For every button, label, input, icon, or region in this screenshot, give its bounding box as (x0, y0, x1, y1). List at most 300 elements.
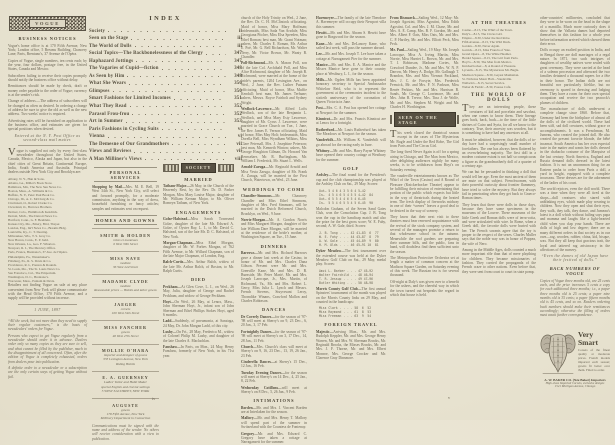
section-header: MARRIED (184, 176, 213, 182)
ad-line: 333 Lexington Avenue, New York (103, 357, 148, 362)
italic-section-header: BACK NUMBERS OF VOGUE (549, 266, 601, 277)
score-row: W. E. Fahy . . . 44 43—87 8 79 (319, 234, 379, 239)
news-entry: Wednesday Cotillons—will meet at Sherry's on 8 Dec., 5, 26 Jan., 9 Feb. (241, 385, 307, 394)
ad-line: Reasonable prices — Habits and tailor gowns (94, 288, 157, 293)
index-entry-page: vi (237, 126, 242, 132)
corset-illustration (540, 330, 576, 376)
article-opening: Vogue is supplied not only by every first-class newsdealer throughout the United States, Canada, Mexico, Alaska and Japan, but also in the chief cities of Great Britain, Continental Europe, India, South America and Australia. Principal dealers outside New York City and Brooklyn are: (8, 146, 87, 175)
paragraph: The long-lived Never Again is off for a spring airing in Chicago, and The Man from Mexico, after delighting audiences nightly for many weeks, is to be withdrawn from Hoyt's on Saturday evening. (390, 150, 459, 172)
index-entry-page: vii (236, 141, 242, 147)
dot-leader (174, 99, 226, 100)
entry-lead: Rutherfurd— (316, 127, 338, 132)
ad-line: 36 West 22d Street (112, 264, 139, 269)
ad-tagline: High-class Imported Corsets, exclusive designs (545, 380, 605, 385)
dot-leader (135, 46, 226, 47)
line-list (462, 28, 536, 89)
list-line: Weber & Fields'—8.30, Pousse Café. (462, 84, 512, 89)
line-list (8, 177, 87, 283)
page-number-right: v (448, 395, 451, 400)
ad-line: gowns (121, 329, 130, 334)
news-entry: Havemeyer—The family of the late Theodore A. Havemeyer will occupy their Newport villa this summer. (316, 16, 386, 29)
index-entry-title: What She Wears (89, 81, 127, 87)
entry-lead: Manice— (316, 63, 332, 68)
entry-lead: Kane— (316, 41, 329, 46)
list-line: Newport, R. I., The Mercury Office. (8, 246, 56, 251)
news-entry: Gregory—Mr. and Mrs. Edward C. Gregory have taken a cottage at Narragansett for the summer. (241, 431, 307, 445)
ad-name: AUGUSTE (112, 402, 139, 408)
ad-name: MISS FANCHER (104, 324, 147, 330)
news-entry: Whitney—Mr. and Mrs. Harry Payne Whitney have opened their country cottage at Westbury for the summer. (316, 148, 386, 162)
list-line: Empire—8.30, Under the Red Robe. (462, 35, 511, 40)
classified-ad (92, 320, 159, 341)
list-line: Pittsburg, Pa., R. S. Davis & Co. (8, 258, 52, 263)
ad-upper (540, 330, 610, 376)
list-line: Denver, Colo., Hamilton & Kendrick. (8, 209, 58, 214)
italic-paragraph: Persons who expect to get Vogue regularly from a newsdealer should order it in advance. Dealers order only so many copies as they are sure to sell, and what cannot be filled by the publisher, much to the disappointment of all concerned. Often, after the edition of Vogue is completely exhausted, orders from dealers pour into publication. (8, 333, 87, 364)
divider (18, 315, 77, 316)
entry-lead: Whitney— (316, 148, 334, 153)
entry-lead: Morgan-Chapman— (163, 241, 197, 246)
paragraph: Subscribers failing to receive their copies promptly should notify the business office without delay. (8, 73, 87, 82)
section-header: PERSONAL SERVICES (94, 167, 157, 182)
news-entry: De Coverly Dances—for the season of '97-'98 will meet at Sherry's on 9, 23 Dec., 6, 20 Jan., 3, 17 Feb. (241, 314, 307, 328)
list-line: Garden—8.30, Never Again. (462, 43, 500, 48)
ad-line: importer and designer of gowns (103, 353, 148, 358)
list-line: San Francisco, Cal., The Emporium. (8, 270, 57, 275)
entry-lead: Church— (241, 344, 257, 349)
entry-lead: Tuesday Evening Dances— (241, 370, 286, 375)
news-entry: Ladd—Suddenly, of pneumonia, at Saratoga, 24 May, Dr. John Morgan Ladd, of this city. (163, 319, 234, 328)
divider (18, 145, 77, 146)
news-entry: From Bismarck—Sailing Wed., 12 May: Mr. Joseph Agostini, Miss Agostini, Miss Edith Agostini, Col. and Mrs. J. M. Chase, Mr. and Mrs. A. E. Camp, Mrs. B. F. Gordon, Mr. and Mrs. Albert F. Oats, Miss Oats, Mr. and Mrs. C. P. Hartley, Mr. and Mrs. Elliott Peck, Miss Peck. (390, 16, 460, 47)
centered-note: Entered at the N. Y. Post Office as second-class mail matter. (14, 133, 81, 142)
entry-lead: Morris County Golf Club— (316, 287, 362, 292)
ad-line: 48 West 27th Street (112, 334, 139, 339)
italic-paragraph: Copies of Vogue three months old, are 25 cents each, and the price increases 5 cents a copy for each additional three months; i.e., a paper three months old is 25 cents; a paper nine months old is 35 cents; a paper fifteen months old is 45 cents, and so on. Readers ordering back numbers should make their remittances accordingly; otherwise the filling of orders must await further correspondence. (540, 278, 610, 318)
score-row: A. W. Gale . . . 45 44—89 9 80 (319, 238, 379, 243)
index-entry-page: ii (238, 28, 242, 34)
news-entry: Kane—Mr. and Mrs. DeLancey Kane, who sailed last week, will pass the summer abroad. (316, 41, 386, 51)
index-entry (89, 117, 242, 125)
index-entry (89, 132, 242, 140)
entry-lead: Hoyt— (163, 299, 175, 304)
news-entry: Chandler-Simmons—Mr. Chauncey Chandler and Miss Ethel Simmons, daughter of Mrs. Fred Simmons, will be married in the Dutch Reformed Church, Brooklyn, on Wed., 9 June. (241, 194, 307, 216)
list-line: Daly's—8.15, The Circus Girl. (462, 31, 503, 36)
news-entry: Tuesday Evening Dances—for the season will meet at Sherry's on 14 Dec., 4, 25 Jan., 8, 22 Feb. (241, 370, 307, 384)
list-line: St. Nicholas Music Hall—Vaudeville. (462, 76, 512, 81)
entry-lead: Ladd— (163, 319, 176, 324)
entry-lead: Mr. Paul— (390, 48, 408, 53)
classified-ad (92, 371, 159, 396)
index-entry-page: 353 (234, 119, 242, 125)
index-entry-page: 347 (234, 51, 242, 57)
entry-lead: Kinnicut— (316, 116, 334, 121)
drop-cap: T (462, 103, 469, 115)
index-entry-title: As Seen by Him (89, 73, 125, 79)
index-section (89, 15, 242, 162)
entry-lead: Lee— (316, 52, 326, 57)
index-entry (89, 71, 242, 79)
news-entry: Post—Mrs. C. A. Post has opened her cottage at Newport for the summer. (316, 106, 386, 115)
news-entry: Dyker Meadow—The first tournament over the extended course was held at the Dyker Meadow Golf Club on Sat., 29 May, medal play. Scores: (316, 249, 386, 267)
index-entry-page: 350 (234, 88, 242, 94)
news-entry: Lee—Mr. and Mrs. Joseph T. Lee have taken a cottage at Narragansett Pier for the summer. (316, 52, 386, 61)
entry-lead: Wedlock-Lawrence— (241, 106, 276, 111)
classified-ad (92, 274, 159, 295)
dot-leader (172, 144, 226, 145)
centered-note: “Even the dames of old Japan have their festival of dolls.” (541, 254, 609, 263)
news-entry: Poll-Richmond—Mr. A. Mason Poll, son of the late Col. Archibald Poll, and Miss Alice Richmond, daughter of Mr. Joseph B. Richmond, were married at the home of the bride's parents, 1204 Lexington Ave., on Wed., 2 June, the Rev. Luther Putnam officiating. Maid of honor, Miss Muffie Kendall; best man, Mr. James Terhune; ushers, Messrs. Royce Fairholt and Sydney Wright. (241, 61, 307, 105)
list-line: Grand Opera—8, The White Heather. (462, 52, 512, 57)
entry-lead: Fanshaw— (163, 345, 181, 350)
ad-line: robes et manteaux (113, 237, 138, 242)
entry-lead: Fortnightly Dances— (241, 329, 276, 334)
list-line: Knickerbocker—8, A Round of Pleasure. (462, 64, 517, 69)
list-line: Fifth Avenue—8.15, The Wild Duck. (462, 39, 511, 44)
classified-ad (92, 228, 159, 249)
dot-leader (108, 31, 226, 32)
column-dolls-continued (540, 16, 610, 327)
list-line: Paris, France, Brentano's, 37 Ave. de l'Opéra. (8, 250, 68, 255)
news-entry: Cinderella Dances—at Sherry's 15 Dec., 12 Jan., 16 Feb. (241, 359, 308, 369)
entry-lead: Vanderbilt— (316, 138, 337, 143)
column-seen-on-the-stage (390, 16, 459, 402)
entry-lead: Wednesday Cotillons— (241, 385, 282, 390)
news-entry: Vanderbilt—Mr. William K. Vanderbilt will go abroad for the racing early in June. (316, 138, 386, 147)
news-entry: Balch-Curtis—Mrs. Arthur Balch, widow of the late Mr. Arthur Balch, of Boston, to Mr. Ralph Curtis. (163, 260, 234, 274)
list-line: Louisville, Ky., C. T. Dearing. (8, 229, 48, 234)
ad-line: 6 West 39th Street (113, 241, 138, 246)
score-row: Out— 5 4 6 4 3 5 6 4 5—42 (319, 188, 366, 193)
paragraph: church of the Holy Trinity on Wed., 2 June, the Rev. Dr. C. H. McClintock officiating. Maid of honor, Miss Mary Hoffman; bridesmaids, Miss Sada Van Arsdale, Miss Georgiana Pitcher, Miss Elsa Speeden, Miss Ethel Roman; best man, Mr. Grant Notman; ushers, Mr. Charles E. Roman, Mr. Arthur E. Poë, Mr. G. Bell Richardson, Mr. Walter Terry, Mr. Victor Brown, Mr. Wanty B. Chandler. (241, 16, 307, 60)
section-header: DINNERS (260, 243, 288, 249)
score-row: J. B. Tong . . . 42 41—83 6 77 (319, 230, 379, 235)
paragraph: Retailers not finding Vogue on sale at any place convenient from New York will please communicate with the Head Office, 170 Fifth Avenue, and a supply will be provided without increase. (8, 283, 87, 301)
index-entry-page: iii (237, 43, 242, 49)
news-entry: Tatham-Major—26 May, in the Church of the Heavenly Rest, by the Rev. Dr. D. Parker Morgan, Miss Mary Louise Major, daughter of Mr. William Kernan Major, to Mr. Oliver Romeyn Tatham, of New York. (163, 184, 234, 206)
list-line: New Orleans, La., Geo. F. Wharton. (8, 242, 56, 247)
index-entry-title: Paris Fashions in Cycling Suits (89, 126, 159, 132)
list-line: Hartford, Conn., G. F. Heublein. (8, 217, 51, 222)
ad-line: gowns (121, 407, 130, 412)
list-line: Buffalo, N. Y., Peter Paul Book Co. (8, 193, 55, 198)
section-header: INTIMATIONS (253, 398, 295, 404)
list-line: Detroit, Mich., The Detroit News Co. (8, 213, 58, 218)
section-header: BUSINESS NOTICES (18, 36, 77, 41)
section-header: DIED (191, 277, 206, 283)
paragraph: The manufacture of dolls underwent a complete change since 1860. Before that, Germany had been the birthplace of almost all the dolls of the civilized world. These had been stiff, sad doll creatures, without grace or accomplishments. It was a Frenchman, M. Jumeau, who created the jointed doll. He also created the present favorite blonde, the bébé incarnat. South America has her own especial taste in the matter and wants her dolls dressed in the chabacho costume of the Marquise of the last century. North America, England and Russia demand dolls dressed in the latest fashion. It is not an uncommon thing for an Eastern pasha to order from Paris a doll, a yard in height, equipped with a complete trousseau. These dresses are for the adornment of the ladies of his court. (540, 106, 610, 185)
index-entry-page: vii (236, 149, 242, 155)
index-entry-title: Smart Fashions for Limited Incomes (89, 96, 171, 102)
dot-leader (113, 91, 226, 92)
score-row: In— 4 5 4 6 5 4 5 5 4—42 84 (319, 192, 374, 197)
column-society-golf (316, 16, 386, 402)
index-entry-title: Glimpses (89, 88, 110, 94)
entry-lead: Majestic— (316, 329, 334, 334)
index-entry-title: Seen on the Stage (89, 36, 129, 42)
section-header: THE WORLD OF DOLLS (470, 92, 528, 103)
index-entry-title: Society (89, 28, 106, 34)
index-entry-title: Parasol Frou-frou (89, 111, 130, 117)
section-header: AT THE THEATRES (471, 20, 527, 25)
list-line: Worcester, Mass., Putnam & Davis. (8, 279, 56, 284)
ornamental-banner (163, 163, 234, 173)
news-entry: Borden—Mr. and Mrs. J. Vincent Borden are at Interlaken for the season. (241, 405, 307, 415)
classified-ad (92, 251, 159, 272)
news-entry: Morris County Golf Club—The first annual Spinsters' tournament of the month was played on the Morris County links on 29 May, and counted in the handicaps: (316, 287, 386, 305)
news-entry: Mr. Paul—Sailing Wed., 19 May: Mr. Joseph Larocque, Miss A. Irving Martin, Miss Norrie, Miss Harriet L. Brown, Mr. and Mrs. T. J. Robinson, Madame Cortes, Mr. Crawford Dundee, Jr., Mr. and Mrs. W. N. P. Darrow, Mr. Henry A. Dodge, Mr. Gallaugh T. Brandon, Mrs. and Miss Viennot Packland, Mrs. J. C. de Forsyte, Mrs. Frederick Fenwick, Mr. and Mrs. F. N. Parkson, Miss Renée Perkins, Mr. and Mrs. Harrison B. Sands, Mr. George C. Lorrimore, Mr. and Mrs. John B. Trevor, Mrs. Tina J. de Wolfe, Mr. and Mrs. Stephen M. Wright and Mr. Charles H. Worthington. (390, 48, 459, 109)
paragraph: They learn that there were dolls in those days, because they have some specimens in the museums of the Louvre. These museums of the little Greek and Roman dolls were of terra-cotta, and were articulated with wire. In Rome, when a Greek doll, the favorite dolls were buried with her. The French savants agree that the toy is proper to the respect of the sexes. Charles Muller says that the noble way was in honor of Poppea, the wife of Nero. (462, 202, 536, 246)
paragraph: We can but be persuaded in thinking a doll that would tell her age. Even the most ancient of them are mute on that subject. Frenchwomen, with their powerful curiosity about frontier flummery, have tried to solve the mystery. But they always fail in penetrating when they get back to Graeco-Roman times. (462, 170, 536, 201)
news-entry: Lusby—On Fri., 28 May, Frederica M., widow of Colonel Philip M. Lusby, and daughter of the late Charles A. Maclachlan. (163, 330, 234, 343)
score-row: T. R. Jessup . . . . 49 47—96 (319, 276, 374, 281)
index-entry (89, 101, 242, 109)
score-row: Miss Clark . . . . 58 6 52 (319, 306, 372, 311)
news-entry: Barrows—Mr. and Mrs. Richard Barrows gave a dinner last week at the Casino, in honor of Mr. and Mrs. Charles Dana Gibson. Present were Mr. and Mrs. Grenville Kane, Mr. and Mrs. D. B. Burnside, Mr. Peter Marié, Mr. and Mrs. Joseph Larocque, Jr., Mrs. Martin, of Richmond, Va., Mr. and Mrs. Robert L. Gerry, Miss Julia L. Lynch and Messrs. French Stevens, Stuyvesant Leroy, Thorndike Winans, Crawford Mallon and Charles Robinson. (241, 251, 307, 303)
ad-address: 1521 Michigan Avenue, Chicago (554, 384, 596, 389)
ad-name: E. A. GUERNSEY (102, 375, 149, 381)
column-society (163, 160, 234, 400)
score-table (316, 306, 386, 318)
entry-lead: Tatham-Major— (163, 184, 191, 189)
entry-lead: Shopping by Mail— (92, 185, 126, 189)
list-line: Philadelphia, Pa., Wanamaker's. (8, 254, 51, 259)
dot-leader (130, 106, 226, 107)
index-entry-page: 351 (234, 96, 242, 102)
ad-headline: Very Smart (578, 330, 598, 347)
ad-text-block (578, 330, 610, 376)
drop-cap: T (390, 128, 397, 140)
paragraph: Remittances should be made by check, draft or money order payable to the order of Vogue; currency is at the sender's risk. (8, 84, 87, 97)
divider (18, 304, 77, 305)
index-entry-page: vi (237, 134, 242, 140)
ad-line: corsets (120, 306, 131, 311)
list-line: St. Louis, Mo., The St. Louis News Co. (8, 266, 61, 271)
list-line: New Haven, Conn., E. P. Judd. (8, 238, 49, 243)
index-title: INDEX (149, 15, 182, 22)
entry-lead: Arnold-Zaruga— (241, 165, 269, 170)
entry-lead: Peckham— (163, 284, 182, 289)
paragraph: The world rejoices, even the doll world. There was a time when they were all tired at the shops—dull creatures who stared with unblinking eyes, which made play wearing to children. Now they open and shut their eyes, they walk, they talk, they dance, and Jumeau's latest is a doll which without failing says papa and mamma and laughs like a light-hearted child when you clap your hands. There are dolls of high and low degree; there are as many different orders in that society as in our own—rag, wooden, rubber, china, kid, bisque, wax. But they all keep that gracious trait, the loyal and tattered rag aristocracy in the affections of the nursery. (540, 187, 610, 252)
index-entry-title: The Vagaries of Cupid—fiction (89, 66, 159, 72)
index-entry-title: What They Read (89, 104, 127, 110)
paragraph: They know that their next visit to these theatres must bear renewed acquaintance with the revival of the stock company system, and several of the managers promise a return to that wholesome school in the autumn. Meanwhile the roof gardens are preparing their summer bills, and the public, fans in hand, will doubtless find them sufficient unto the season. (390, 215, 459, 254)
score-row: Walter Fairchild . . 48 46—94 (319, 272, 374, 277)
entry-lead: Barrows— (241, 251, 259, 256)
ad-line: modiste (120, 283, 131, 288)
ad-name: MADAME CLYDE (102, 278, 149, 284)
paragraph: The Metropolitan Protective Orchestra set at length a matter of common concern at the Madison Square Garden, on Saturday evening of this week. The Russian tea is for several thousand. (390, 256, 459, 278)
classified-ad (92, 398, 159, 423)
classified-ad (92, 297, 159, 318)
index-entry (89, 124, 242, 132)
banner-label: SEEN ON THE STAGE (394, 112, 456, 127)
section-header: WEDDINGS TO COME (242, 186, 306, 192)
news-entry: Wedlock-Lawrence—Mr. Alfred Lofts Wedlock, son of the late Benjamin L. Wedlock, and Miss Mary Esty Lawrence, daughter of Mr. Cyrus J. Lawrence, were married in Grace Church on Tue., 1 June, the Rev. James E. Vernon officiating. Maid of honor, Miss May Holt; bridesmaids, Miss Dorella Bell, Miss Wyndham Wilkins, Miss Clare Petersall, Mrs. J. Josephine Peterson; best man, Mr. Kenneth Winton; ushers, Mr. George Houghton Gilman, Dr. Howard Van Rensselaer, Mr. R. Burlingham, Mr. William J. Frederick, Mr. Stuart L. Wells. (241, 106, 307, 163)
news-entry: Mills—Mr. Ogden Mills has been appointed honorary secretary to Special Ambassador Whitelaw Reid, who is to represent the government at the ceremonies incident to the sixtieth anniversary of the coronation of Queen Victoria in June. (316, 78, 386, 104)
score-table (316, 269, 386, 285)
index-entry-page: 352 (234, 104, 242, 110)
list-line: Providence, R. I., Preston & Rounds. (8, 262, 57, 267)
list-line: Kansas City, Mo., Emery, Bird, Thayer. (8, 221, 61, 226)
list-line: Garrick—8.15, Miss Francis of Yale. (462, 47, 511, 52)
entry-lead: Mallory— (241, 416, 258, 421)
ad-line: modiste (120, 260, 131, 265)
news-entry: Shopping by Mail—Mrs. M. E. Bell, 19 West 34th St., New York City, will select and forward promptly, for a moderate commission, anything in the way of dress, household furnishing or fancy articles; samples and estimates sent on request. (92, 185, 159, 211)
index-entry-page: 347 (234, 58, 242, 64)
entry-lead: Post— (316, 106, 327, 111)
entry-lead: Ardsley— (316, 173, 332, 178)
dot-leader (126, 122, 226, 123)
ad-name: SMITH & HOLDEN (100, 232, 151, 238)
list-line: Milwaukee, Wis., T. S. Gray Co. (8, 234, 51, 239)
dot-leader (129, 84, 226, 85)
section-header: GOLF (342, 165, 360, 171)
score-row: In— 5 5 4 6 5 5 4 5 6—45 90 (319, 200, 374, 205)
score-row: Miss Raymond . . . 61 8 53 (319, 310, 372, 315)
ad-line: 5 WEST 32d STREET, NEW YORK (101, 389, 150, 394)
news-entry: Golze-Halstead—Miss Sarah Townsend Golze, daughter of the late Mr. Edward A. Golze, of Oyster Bay, L. I., to Mr. David C. Halstead, son of the late Mr. D. C. Halstead, of New York. (163, 217, 234, 239)
list-line: Madison Square—8.30, Gayest Manhattan. (462, 72, 520, 77)
news-entry: Fortnightly Dances—for the season of '97-'98 will meet at Sherry's on 3, 17 Dec., 14, 28 Jan., 11 Feb. (241, 329, 307, 343)
index-list (89, 26, 242, 162)
list-line: Baltimore, Md., The New Sun News Co. (8, 184, 62, 189)
news-entry: Kinnicut—Dr. and Mrs. Francis Kinnicut are at Lenox for a fortnight. (316, 116, 386, 126)
section-header: FOREIGN TRAVEL (324, 322, 378, 328)
paragraph: Off-night at Daly's was given over to a benefit for the ushers, and the cheerful way in which the town turned out bespeaks the regard in which that house is held. (390, 279, 459, 297)
dot-leader (132, 114, 226, 115)
news-entry: Church—Mrs. Church's class will meet at Sherry's on 9, 16, 23 Dec., 13, 19, 26 Jan., 23 Feb. (241, 344, 307, 358)
entry-lead: Gregory— (241, 431, 258, 436)
index-entry-title: Art in Summer (89, 119, 123, 125)
vogue-masthead-label: VOGUE (29, 19, 66, 28)
news-entry: Arnold-Zaruga—Mr. Reginald Arnold and Miss Vesta Zaruga, daughter of Mr. Frank A. Zaruga, will be married in the First Church, Watertown, on Wed., 23 June. (241, 165, 307, 183)
index-entry-page: 348 (234, 66, 242, 72)
paragraph: Among in the Middle Ages, dolls counted a much more important rôle than that of mere plaything for children. They became missionaries of fashion. They carried the propaganda of the French craze to other nations. Even before that, they were sent from court to court in state pomp. (462, 248, 536, 274)
score-table (316, 231, 386, 247)
ad-line: Ladies' Tailor and Habit Maker (104, 380, 147, 385)
ad-line: special English and cheviot suitings (101, 384, 150, 389)
ad-name: JAEGER (114, 301, 137, 307)
news-entry: Fanshaw—In Paris, on Mon., 24 May, Henry Fanshaw, formerly of New York, in his 71st year. (163, 345, 234, 358)
ad-copy: Corsets of the finest quality at moderate prices. French models imported each season; gowns fit better over them. Fitted to order. (578, 348, 610, 372)
dot-leader (206, 54, 226, 55)
list-line: Washington, D. C., Brentano's. (8, 275, 49, 279)
ornament-strip (390, 115, 392, 124)
ornament-strip (218, 164, 234, 173)
ad-line: 178 Fifth Avenue, New York (106, 412, 145, 417)
dot-leader (131, 39, 226, 40)
entry-lead: Dyker Meadow— (316, 249, 345, 254)
index-entry (89, 64, 242, 72)
section-header: HOMES AND GOWNS (94, 215, 157, 225)
index-entry-page: 352 (234, 111, 242, 117)
entry-lead: Norris-Morgan— (241, 217, 269, 222)
column-world-of-dolls (462, 16, 536, 402)
ad-line: Millinery Department in Connection (100, 416, 151, 421)
list-line: Herald Square—8.15, The Girl from Paris. (462, 56, 519, 61)
index-entry-title: Vienna (89, 134, 105, 140)
ornament-strip (163, 164, 179, 173)
paragraph: Vogue's home office is at 170 Fifth Avenue, New York; London office, 5 Breams Building, Chancery Lane; Paris, Brentano's, 37 Avenue de l'Opéra. (8, 43, 87, 57)
news-entry: Ardsley—The final round for the President's cup and the club championship was played at the Ardsley Club on Sat., 29 May. Scores: (316, 173, 386, 187)
article-opening: This week closed the theatrical season except in the cases of The Mysterious Mr. Bugle and Under the Red Robe, The Girl from Paris and The Circus Girl. (390, 128, 459, 148)
index-entry (89, 49, 242, 57)
index-entry (89, 41, 242, 49)
column-business-notices (8, 16, 87, 402)
news-entry: Majestic—Arriving Mon., Mr. and Mrs. Rudolph Keppler, Mr. and Mrs. George Henry Warren, Mr. and Mrs. W. Sherman Brooks, Mr. Reginald Brooks, the Misses Brooks, Mr. and Mrs. J. F. Thorne, Mr. and Mrs. Elbert Monroe, Mrs. George Crocker and Mr. Clarence Gray Dinsmore. (316, 329, 386, 361)
score-row: Miss Freeman . . . 63 9 54 (319, 314, 372, 319)
article-opening: They are an interesting people, these creatures of kid and porcelain and sawdust, when one comes to know them. Their lineage goes back, back, back—to the time of the little shrines of Cairo and Syria, for all we know to the contrary. True, their ancestry was wooden, but it is something to have had any ancestors at all. (462, 103, 536, 136)
index-entry-title: A Man Milliner's Views (89, 156, 142, 162)
news-entry: Mallory—Mr. and Mrs. Henry T. Mallory will spend part of the summer in Switzerland with the Countess de Fontenay. (241, 416, 307, 430)
banner-label: SOCIETY (181, 163, 217, 173)
section-header: DANCES (261, 307, 287, 313)
dot-leader (127, 76, 226, 77)
index-entry (89, 86, 242, 94)
entry-lead: Mills— (316, 78, 328, 83)
ad-line: Riding Habits (116, 361, 135, 366)
news-entry: Morgan-Chapman—Miss Ethel Morgan, daughter of Mr. W. Forbes Morgan, of 762 Fifth Avenue, to Mr. Willard Chapman, son of the late Major Chapman, of London, Eng. (163, 241, 234, 259)
dot-leader (134, 152, 226, 153)
news-entry: Norris-Morgan—Mr. A. Gordon Norris and Miss Margaret Morgan, daughter of the late William Dare Morgan, will be married at the residence of the bride's mother, at Washington Square, on Tue., 15 June. (241, 217, 307, 240)
classified-ad (92, 344, 159, 369)
ornamental-banner (390, 112, 459, 127)
centered-note: 1 JUNE, 1897 (34, 307, 61, 312)
list-line: Cincinnati, O., Robert Clarke Co. (8, 201, 53, 206)
paragraph: Change of address.—The address of subscribers will be changed as often as desired. In ordering a change of address be sure to give the old as well as the new address. Two weeks' notice is required. (8, 99, 87, 117)
paragraph: other-countries' millineries, concluded that they were to be worn on the head in the shape of a mantilla. Much more curiously does it show that the Vallarta dames had deported themselves in this fashion for a whole year before information arrived which showed them their error. (540, 16, 610, 47)
entry-lead: Borden— (241, 405, 257, 410)
list-line: Casino—8.15, The Whirl of the Town. (462, 27, 513, 32)
entry-lead: Havemeyer— (316, 16, 338, 20)
ad-line: 160 West 34th Street (111, 311, 140, 316)
list-line: Chicago, Ill., A. C. McClurg & Co. (8, 197, 55, 202)
dot-leader (162, 69, 226, 70)
score-row: H. M. Olds . . . 46 45—91 10 81 (319, 242, 379, 247)
news-entry: Rutherfurd—Mr. Louis Rutherfurd has taken The Meadows at Newport for the season. (316, 127, 386, 136)
index-entry (89, 56, 242, 64)
list-line: Hoyt's—8.30, The Man from Mexico. (462, 60, 513, 65)
column-weddings (241, 16, 308, 445)
score-row: Amzi L. Barber . . . 47 45—92 (319, 268, 374, 273)
score-row: Out— 6 5 5 4 4 6 5 4 6—45 (319, 196, 366, 201)
index-entry (89, 109, 242, 117)
list-line: Lyceum—8.15, The Mysterious Mr. Bugle. (462, 68, 520, 73)
score-row: Butler Whiting . . . 50 48—98 (319, 280, 374, 285)
index-entry (89, 94, 242, 102)
dot-leader (108, 137, 226, 138)
index-entry-page: 350 (234, 81, 242, 87)
paragraph: The vaudeville entertainments known as The Whirl of the Town (Casino) and A Round of Pleasure (Knickerbocker Theatre) appear to be fulfilling their mission of entertaining that portion of the public which expects but little in the way of theatricals during the heated term. The fresh display of fireworks midway in one of their “scenes” leaves a good deal to be desired in the way of scenery. (390, 173, 459, 213)
list-line: Albany, N. Y., Hun & Sons. (8, 176, 45, 181)
dot-leader (162, 129, 226, 130)
index-entry (89, 26, 242, 34)
index-entry-title: Haphazard Jottings (89, 58, 134, 64)
index-entry (89, 34, 242, 42)
index-entry (89, 79, 242, 87)
list-line: Cleveland, O., Burrows Brothers. (8, 205, 53, 210)
entry-lead: Hewitt— (316, 31, 331, 36)
corset-advertisement (540, 330, 610, 402)
index-entry-title: The Demesne of Our Grandmothers (89, 141, 170, 147)
italic-paragraph: “All the week, but not more than they need to supply their regular customers,” is the basis of newsdealers' orders for Vogue. (8, 318, 87, 332)
news-entry: Peckham—At Glen Cove, L. I., on Wed., 26 May, Julia, daughter of George and Rachel Peckham, and widow of George Peckham. (163, 284, 234, 298)
page-number-left: iv (152, 396, 156, 401)
paragraph: It must be admitted, however, that the dolls of to-day have had a surprisingly small number of forefathers. The one has always been flattered by an overwhelming majority. The first doll in a modern costume extant is not half so conspicuous a figure as the grandmotherly doll of a quarter of a century ago. (462, 137, 536, 168)
ad-name: MOLLIE O'HARA (101, 348, 150, 354)
index-entry (89, 147, 242, 155)
